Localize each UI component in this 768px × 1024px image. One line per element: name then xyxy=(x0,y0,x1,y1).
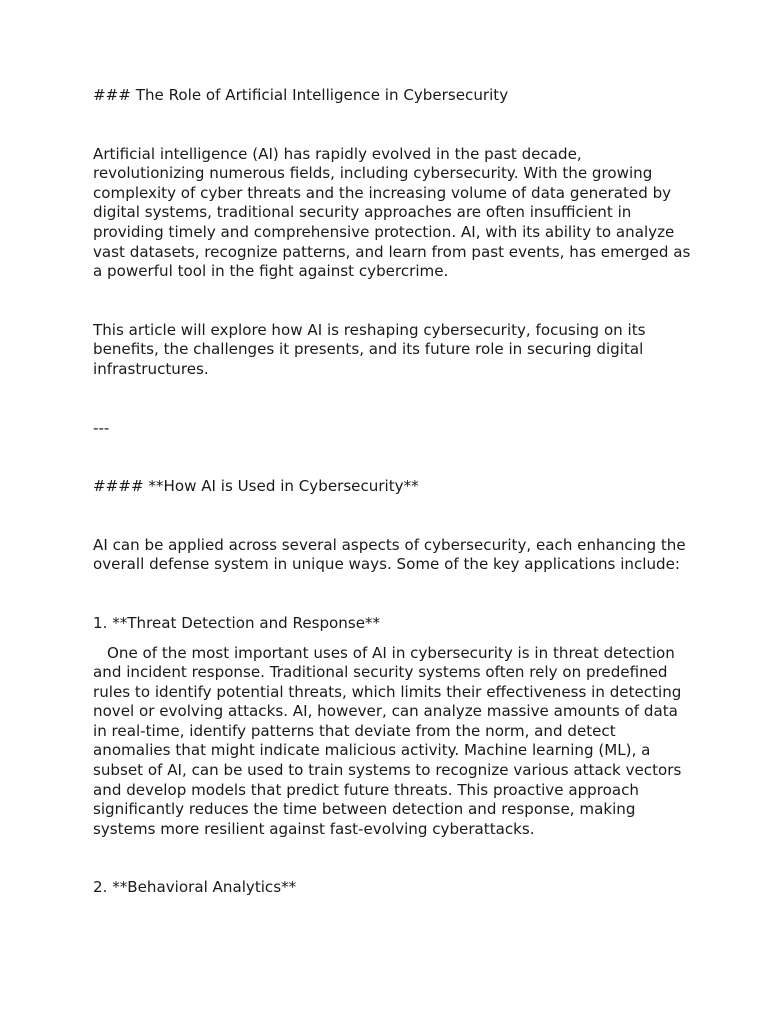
section-intro-paragraph: AI can be applied across several aspects of cybersecurity, each enhancing the overall defense system in unique ways. Some of the key applications include: xyxy=(93,535,691,574)
section-divider: --- xyxy=(93,418,110,437)
section-heading: #### **How AI is Used in Cybersecurity** xyxy=(93,477,419,496)
intro-paragraph: Artificial intelligence (AI) has rapidly evolved in the past decade, revolutionizing numerous fields, including cybersecurity. With the growing complexity of cyber threats and the increasing volume of data generated by digital systems, traditional security approaches are often insufficient in providing timely and comprehensive protection. AI, with its ability to analyze vast datasets, recognize patterns, and learn from past events, has emerged as a powerful tool in the fight against cybercrime. xyxy=(93,144,696,281)
document-heading: ### The Role of Artificial Intelligence in Cybersecurity xyxy=(93,86,509,104)
list-item-title: 1. **Threat Detection and Response** xyxy=(93,613,381,632)
list-item-title: 2. **Behavioral Analytics** xyxy=(93,878,297,897)
list-item-body: One of the most important uses of AI in cybersecurity is in threat detection and incident response. Traditional security systems often rely on predefined rules to identify potential threats, which limits their effectiveness in detecting novel or evolving attacks. AI, however, can analyze massive amounts of data in real-time, identify patterns that deviate from the norm, and detect anomalies that might indicate malicious activity. Machine learning (ML), a subset of AI, can be used to train systems to recognize various attack vectors and develop models that predict future threats. This proactive approach significantly reduces the time between detection and response, making systems more resilient against fast-evolving cyberattacks. xyxy=(93,643,687,838)
document-page xyxy=(93,86,696,898)
scope-paragraph: This article will explore how AI is reshaping cybersecurity, focusing on its benefits, the challenges it presents, and its future role in securing digital infrastructures. xyxy=(93,320,651,378)
